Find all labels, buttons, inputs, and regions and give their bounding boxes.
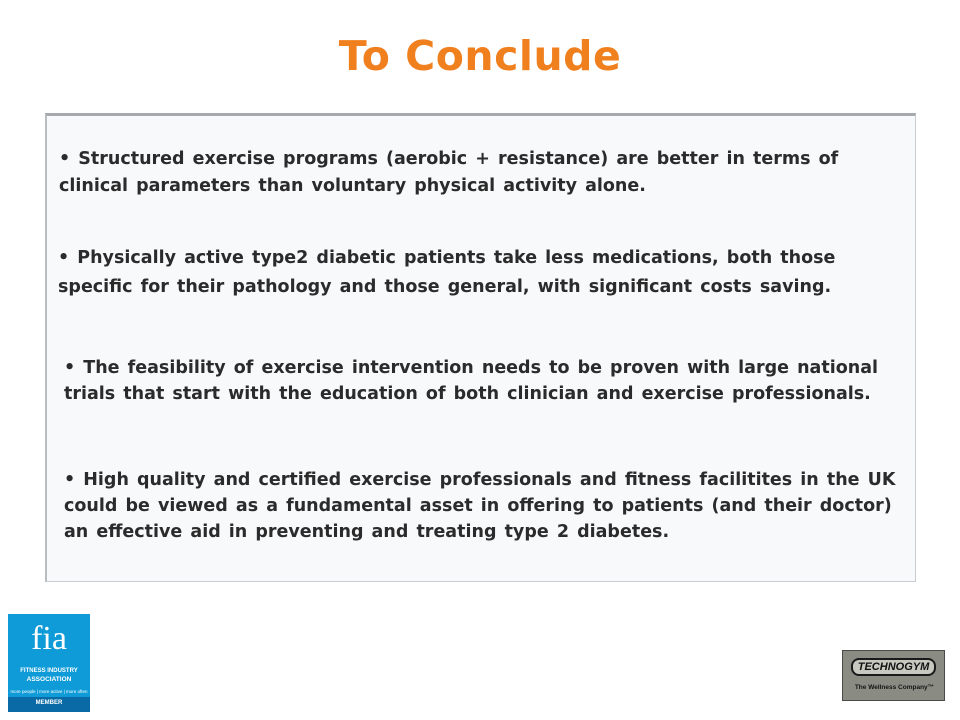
bullet-active-patients: • Physically active type2 diabetic patients take less medications, both those specific for their pathology and those general, with significant costs saving. bbox=[58, 248, 836, 297]
bullet-structured-exercise: • Structured exercise programs (aerobic + resistance) are better in terms of clinical parameters than voluntary physical activity alone. bbox=[59, 149, 839, 196]
content-panel bbox=[45, 113, 916, 582]
fia-tagline: more people | more active | more often bbox=[10, 689, 88, 694]
bullet-certified-professionals: • High quality and certified exercise professionals and fitness facilitites in the UK could be viewed as a fundamental asset in offering to patients (and their doctor) an effective aid in preventing and treating type 2 diabetes. bbox=[64, 470, 896, 542]
technogym-tagline: The Wellness Company™ bbox=[854, 684, 935, 691]
fia-logo-mark: fia bbox=[31, 620, 67, 657]
fia-member-label: MEMBER bbox=[35, 700, 63, 706]
slide-title: To Conclude bbox=[338, 32, 622, 80]
technogym-logo bbox=[842, 650, 945, 701]
fia-name-line2: ASSOCIATION bbox=[26, 676, 72, 683]
fia-name-line1: FITNESS INDUSTRY bbox=[20, 668, 78, 674]
bullet-feasibility: • The feasibility of exercise intervention needs to be proven with large national trials that start with the education of both clinician and exercise professionals. bbox=[64, 358, 878, 404]
fia-member-logo bbox=[8, 614, 90, 712]
technogym-wordmark: TECHNOGYM bbox=[851, 658, 936, 676]
